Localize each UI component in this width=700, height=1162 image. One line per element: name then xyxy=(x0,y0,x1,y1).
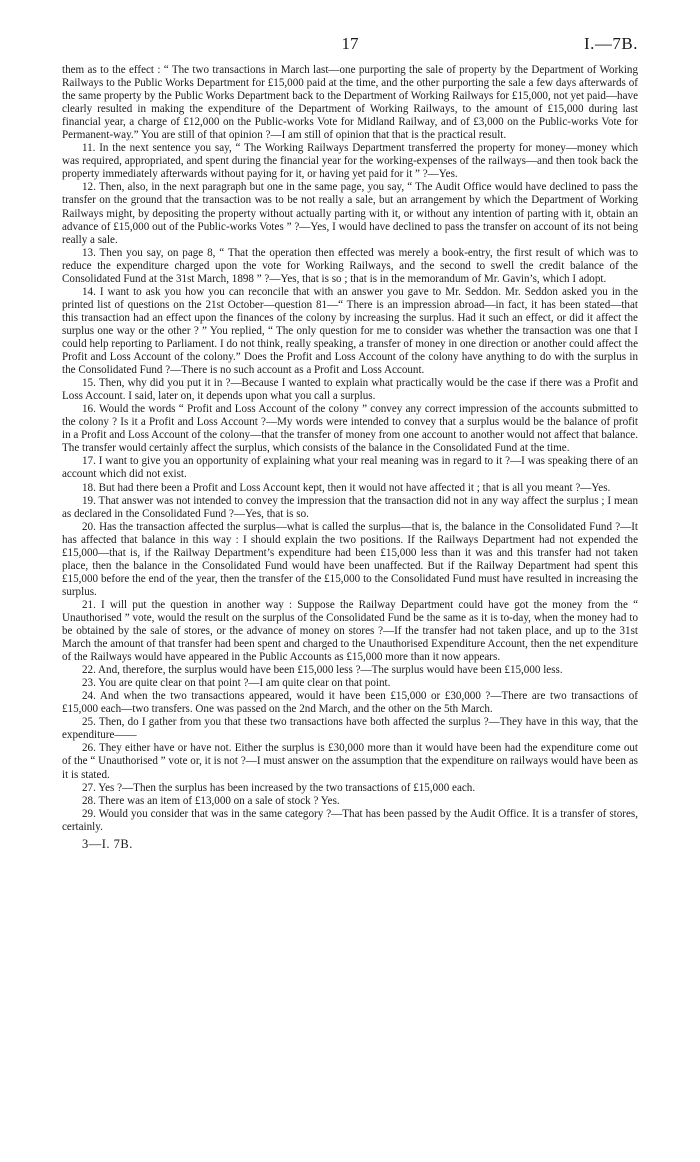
paragraph: 24. And when the two transactions appeared, would it have been £15,000 or £30,000 ?—There are two transactions of £15,000 each—two transfers. One was passed on the 2nd March, and the other on the 5th March. xyxy=(62,690,638,716)
paragraph: 22. And, therefore, the surplus would have been £15,000 less ?—The surplus would have been £15,000 less. xyxy=(82,664,563,677)
paragraph: 18. But had there been a Profit and Loss Account kept, then it would not have affected it ; that is all you meant ?—Yes. xyxy=(82,481,611,494)
paragraph: 20. Has the transaction affected the surplus—what is called the surplus—that is, the balance in the Consolidated Fund ?—It has affected that balance in this way : I should explain the two positions. If the Railways Department had not expended the £15,000—that is, if the Railway Department’s expenditure had been £15,000 less than it was and this transfer had not taken place, then the balance in the Consolidated Fund would have been unaffected. But if the Railway Department had spent this £15,000 before the end of the year, then the transfer of the £15,000 to the Consolidated Fund must have resulted in increasing the surplus. xyxy=(62,520,638,598)
paragraph: 21. I will put the question in another way : Suppose the Railway Department could have got the money from the “ Unauthorised ” vote, would the result on the surplus of the Consolidated Fund be the same as it is to-day, when the money had to be obtained by the sale of stores, or the advance of money on stores ?—If the transfer had not taken place, and up to the 31st March the amount of that transfer had been spent and charged to the Unauthorised Expenditure Account, then the net expenditure of the Railways would have appeared in the Public Accounts as £15,000 more than it now appears. xyxy=(62,598,638,664)
paragraph: 11. In the next sentence you say, “ The Working Railways Department transferred the property for money—money which was required, appropriated, and spent during the financial year for the working-expenses of the railways—and then took back the property immediately afterwards without paying for it, or having yet paid for it ” ?—Yes. xyxy=(62,142,638,181)
paragraph: 13. Then you say, on page 8, “ That the operation then effected was merely a book-entry, the first result of which was to reduce the expenditure charged upon the vote for Working Railways, and the second to swell the credit balance of the Consolidated Fund at the 31st March, 1898 ” ?—Yes, that is so ; that is in the memorandum of Mr. Gavin’s, which I adopt. xyxy=(62,246,638,285)
paragraph: 19. That answer was not intended to convey the impression that the transaction did not in any way affect the surplus ; I mean as declared in the Consolidated Fund ?—Yes, that is so. xyxy=(62,494,638,520)
page-number: 17 xyxy=(341,34,359,53)
paragraph: 14. I want to ask you how you can reconcile that with an answer you gave to Mr. Seddon. Mr. Seddon asked you in the printed list of questions on the 21st October—question 81—“ There is an impression abroad—in fact, it has been stated—that this transaction had an effect upon the finances of the colony by increasing the surplus. Had it such an effect, or did it affect the surplus one way or the other ? ” You replied, “ The only question for me to consider was whether the transaction was one that I could help reporting to Parliament. I do not think, really speaking, a transfer of money in one direction or another could affect the Profit and Loss Account of the colony.” Does the Profit and Loss Account of the colony have anything to do with the surplus in the Consolidated Fund ?—There is no such account as a Profit and Loss Account. xyxy=(62,285,638,377)
paragraph: 16. Would the words “ Profit and Loss Account of the colony ” convey any correct impression of the accounts submitted to the colony ? Is it a Profit and Loss Account ?—My words were intended to convey that a surplus would be the balance of profit in a Profit and Loss Account of the colony—that the transfer of money from one account to another would not affect that balance. The transfer would certainly affect the surplus, which consists of the balance in the Consolidated Fund at the time. xyxy=(62,403,638,455)
footer-signature: 3—I. 7B. xyxy=(82,836,133,851)
document-reference: I.—7B. xyxy=(584,34,638,53)
paragraph: 12. Then, also, in the next paragraph but one in the same page, you say, “ The Audit Office would have declined to pass the transfer on the ground that the transaction was to be not really a sale, but an arrangement by which the Department of Working Railways might, by depositing the property without actually parting with it, or without any intention of parting with it, obtain an advance of £15,000 out of the Public-works Votes ” ?—Yes, I would have declined to pass the transfer on account of its not being really a sale. xyxy=(62,181,638,246)
paragraph: 28. There was an item of £13,000 on a sale of stock ? Yes. xyxy=(82,794,340,807)
testimony-text xyxy=(62,64,638,834)
paragraph: 26. They either have or have not. Either the surplus is £30,000 more than it would have been had the expenditure come out of the “ Unauthorised ” vote or, it is not ?—I must answer on the assumption that the expenditure on railways would have been as it is stated. xyxy=(62,742,638,781)
paragraph: them as to the effect : “ The two transactions in March last—one purporting the sale of property by the Department of Working Railways to the Public Works Department for £15,000 paid at the time, and the other purporting the sale a few days afterwards of the same property by the Public Works Department back to the Department of Working Railways for £15,000, not yet paid—have clearly resulted in making the expenditure of the Department of Working Railways, to the amount of £15,000 during last financial year, a charge of £12,000 on the Public-works Vote for Midland Railway, and of £3,000 on the Public-works Vote for Permanent-way.” You are still of that opinion ?—I am still of opinion that that is the practical result. xyxy=(62,64,638,142)
paragraph: 27. Yes ?—Then the surplus has been increased by the two transactions of £15,000 each. xyxy=(82,781,476,794)
paragraph: 17. I want to give you an opportunity of explaining what your real meaning was in regard to it ?—I was speaking there of an account which did not exist. xyxy=(62,455,638,481)
page-header xyxy=(62,34,638,60)
paragraph: 29. Would you consider that was in the same category ?—That has been passed by the Audit Office. It is a transfer of stores, certainly. xyxy=(62,807,638,833)
paragraph: 15. Then, why did you put it in ?—Because I wanted to explain what practically would be the case if there was a Profit and Loss Account. I said, later on, it depends upon what you call a surplus. xyxy=(62,377,638,403)
paragraph: 23. You are quite clear on that point ?—I am quite clear on that point. xyxy=(82,677,391,690)
paragraph: 25. Then, do I gather from you that these two transactions have both affected the surplus ?—They have in this way, that the expenditure—— xyxy=(62,716,638,742)
